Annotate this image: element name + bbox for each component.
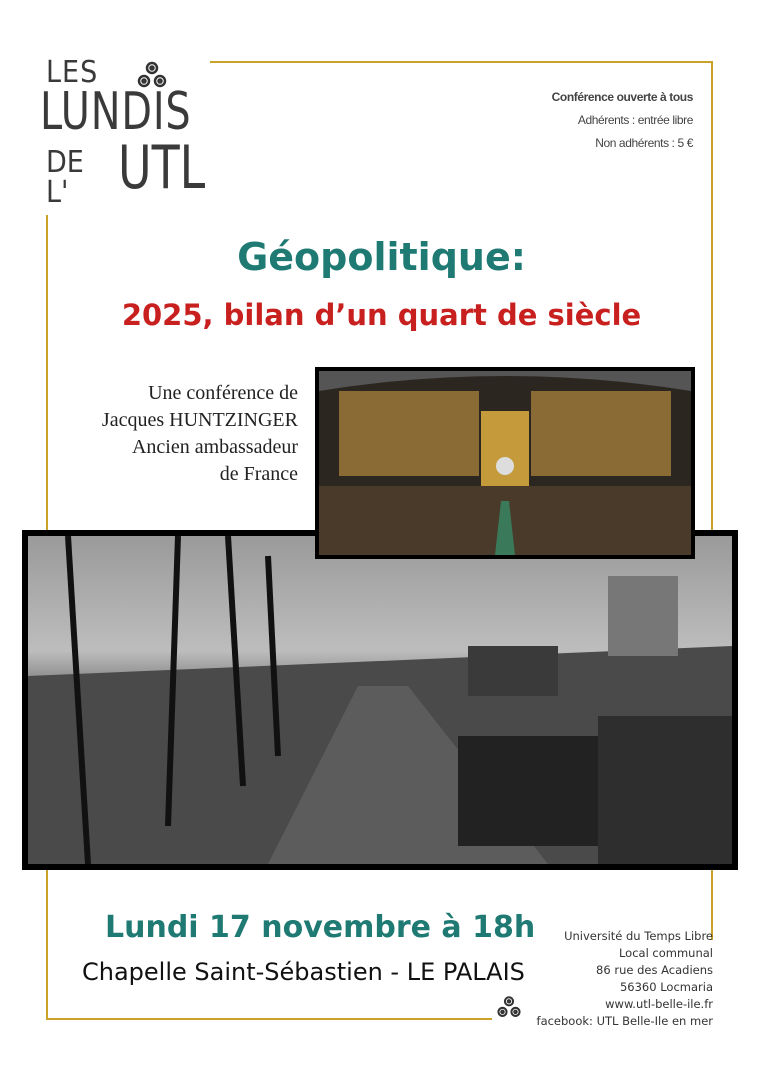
title: Géopolitique:	[237, 235, 526, 279]
frame-right	[711, 61, 713, 531]
un-assembly-photo	[315, 367, 695, 559]
website-link[interactable]: www.utl-belle-ile.fr	[605, 997, 713, 1011]
speaker-info: Une conférence de Jacques HUNTZINGER Ancien ambassadeur de France	[101, 382, 298, 485]
subtitle: 2025, bilan d’un quart de siècle	[121, 298, 642, 332]
facebook-link[interactable]: facebook: UTL Belle-Ile en mer	[536, 1014, 713, 1028]
war-ruins-photo	[22, 530, 738, 870]
event-place: Chapelle Saint-Sébastien - LE PALAIS	[82, 958, 525, 986]
triskelion-icon	[136, 60, 168, 90]
admission-info: Conférence ouverte à tous Adhérents : entrée libre Non adhérents : 5 €	[551, 90, 693, 150]
triskelion-icon	[496, 994, 522, 1020]
address-block: Université du Temps Libre Local communal 86 rue des Acadiens 56360 Locmaria www.utl-belle-ile.fr facebook: UTL Belle-Ile en mer	[536, 929, 713, 1028]
frame-top	[210, 61, 713, 63]
frame-bottom	[46, 1018, 492, 1020]
event-date: Lundi 17 novembre à 18h	[105, 910, 536, 945]
frame-left-bottom	[46, 868, 48, 1020]
